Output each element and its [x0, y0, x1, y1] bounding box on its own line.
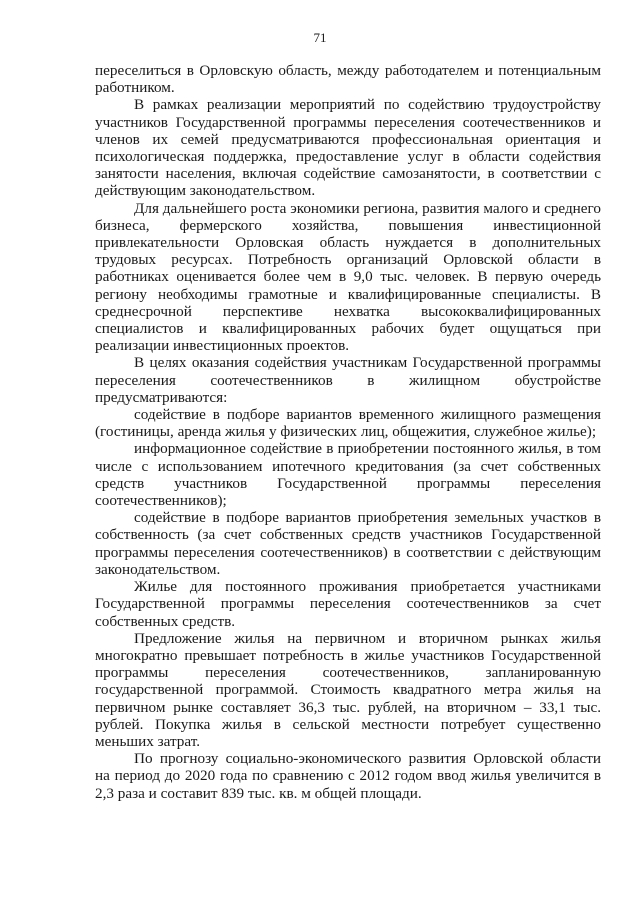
paragraph-employment-support: В рамках реализации мероприятий по содействию трудоустройству участников Государственной программы переселения соотечественников и членов их семей предусматриваются профессиональная ориентация и психологическая поддержка, предоставление услуг в области содействия занятости населения, включая содействие самозанятости, в соответствии с действующим законодательством.	[95, 96, 601, 200]
paragraph-forecast: По прогнозу социально-экономического развития Орловской области на период до 2020 года по сравнению с 2012 годом ввод жилья увеличится в 2,3 раза и составит 839 тыс. кв. м общей площади.	[95, 750, 601, 802]
paragraph-permanent-housing: информационное содействие в приобретении постоянного жилья, в том числе с использованием ипотечного кредитования (за счет собственных средств участников Государственной программы переселения соотечественников);	[95, 440, 601, 510]
paragraph-land-plots: содействие в подборе вариантов приобретения земельных участков в собственность (за счет собственных средств участников Государственной программы переселения соотечественников) в соответствии с действующим законодательством.	[95, 509, 601, 578]
document-body	[95, 62, 601, 802]
paragraph-own-funds: Жилье для постоянного проживания приобретается участниками Государственной программы переселения соотечественников за счет собственных средств.	[95, 578, 601, 630]
paragraph-continuation: переселиться в Орловскую область, между работодателем и потенциальным работником.	[95, 62, 601, 97]
paragraph-housing-market: Предложение жилья на первичном и вторичном рынках жилья многократно превышает потребность в жилье участников Государственной программы переселения соотечественников, запланированную государственной программой. Стоимость квадратного метра жилья на первичном рынке составляет 36,3 тыс. рублей, на вторичном – 33,1 тыс. рублей. Покупка жилья в сельской местности потребует существенно меньших затрат.	[95, 629, 601, 750]
paragraph-temporary-housing: содействие в подборе вариантов временного жилищного размещения (гостиницы, аренда жилья у физических лиц, общежития, служебное жилье);	[95, 406, 601, 441]
paragraph-economic-growth: Для дальнейшего роста экономики региона, развития малого и среднего бизнеса, фермерского хозяйства, повышения инвестиционной привлекательности Орловская область нуждается в дополнительных трудовых ресурсах. Потребность организаций Орловской области в работниках оценивается более чем в 9,0 тыс. человек. В первую очередь региону необходимы грамотные и квалифицированные специалисты. В среднесрочной перспективе нехватка высококвалифицированных специалистов и квалифицированных рабочих будет ощущаться при реализации инвестиционных проектов.	[95, 199, 601, 355]
page-number: 71	[313, 30, 327, 45]
paragraph-housing-intro: В целях оказания содействия участникам Государственной программы переселения соотечественников в жилищном обустройстве предусматриваются:	[95, 354, 601, 406]
